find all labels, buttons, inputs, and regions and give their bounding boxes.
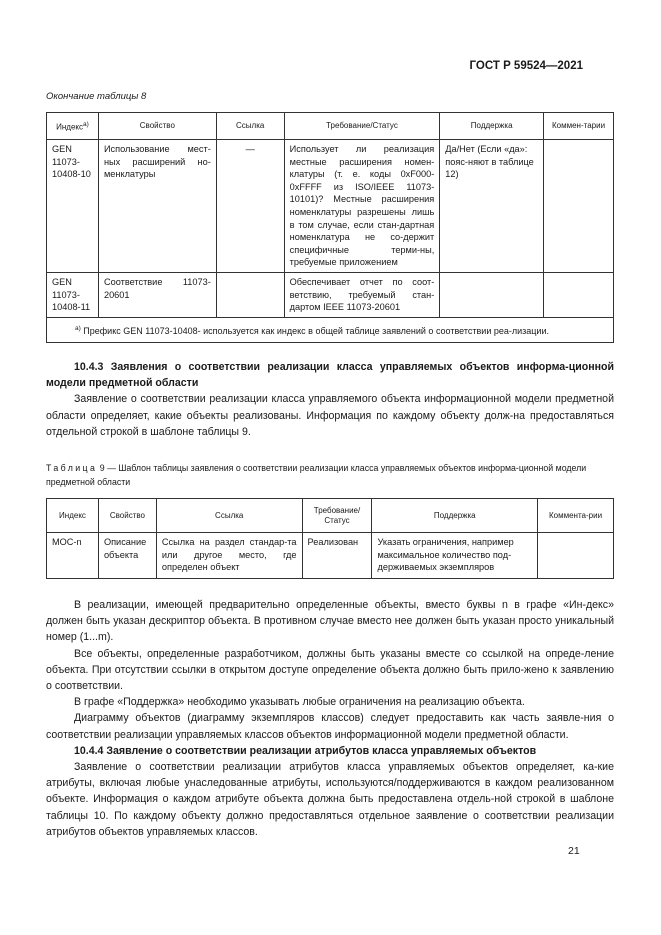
table-9 bbox=[46, 498, 614, 579]
paragraph: Заявление о соответствии реализации атрибутов класса управляемых объектов определяет, ка-кие атрибуты, включая любые унаследованные атрибуты, используются/поддерживаются в каждом реализованном объекте. Информация о каждом атрибуте объекта должна быть предоставлена отдель-ной строкой в шаблоне таблицы 10. По каждому объекту должно предоставляться отдельное заявление о соответствии реализации атрибутов объектов управляемых классов. bbox=[46, 761, 614, 838]
table-8 bbox=[46, 112, 614, 343]
table9-caption: Таблица 9 — Шаблон таблицы заявления о соответствии реализации класса управляемых объектов информа-ционной модели предметной области bbox=[46, 463, 587, 487]
col-header-support: Поддержка bbox=[372, 499, 538, 533]
paragraph: Все объекты, определенные разработчиком, должны быть указаны вместе со ссылкой на опреде-ление объекта. При отсутствии ссылки в открытом доступе определение объекта должно быть прило-жено к заявлению о соответствии. bbox=[46, 647, 614, 693]
col-header-support: Поддержка bbox=[440, 113, 544, 140]
col-header-comment: Коммен-тарии bbox=[544, 113, 614, 140]
col-header-index: Индекс$^{а)}$ bbox=[47, 113, 99, 140]
col-header-comment: Коммента-рии bbox=[538, 499, 614, 533]
section-heading: 10.4.3 Заявления о соответствии реализации класса управляемых объектов информа-ционной модели предметной области bbox=[46, 361, 614, 390]
paragraph: Заявление о соответствии реализации класса управляемого объекта информационной модели предметной области определяет, какие объекты реализованы. Информация по каждому объекту долж-на предоставляться отдельной строкой в шаблоне таблицы 9. bbox=[46, 393, 614, 438]
col-header-property: Свойство bbox=[98, 499, 156, 533]
col-header-req: Требование/Статус bbox=[284, 113, 440, 140]
section-heading: 10.4.4 Заявление о соответствии реализации атрибутов класса управляемых объектов bbox=[74, 744, 537, 757]
table8-footnote-row bbox=[47, 317, 614, 342]
table8-caption: Окончание таблицы 8 bbox=[46, 91, 147, 102]
col-header-property: Свойство bbox=[98, 113, 216, 140]
body-text bbox=[46, 597, 614, 840]
paragraph: Диаграмму объектов (диаграмму экземпляров классов) следует предоставить как часть заявле-ния о соответствии реализации управляемых классов объектов информационной модели предметной области. bbox=[46, 712, 614, 741]
page-number: 21 bbox=[568, 845, 580, 857]
col-header-ref: Ссылка bbox=[156, 499, 302, 533]
table-row: GEN 11073-10408-11 Соответствие 11073-20601 Обеспечивает отчет по соот-ветствию, требуемый стан-дартом IEEE 11073-20601 bbox=[47, 272, 614, 317]
section-10-4-3 bbox=[46, 359, 614, 440]
col-header-index: Индекс bbox=[47, 499, 99, 533]
table-row: MOC-n Описание объекта Ссылка на раздел стандар-та или другое место, где определен объект Реализован Указать ограничения, например максимальное количество под-держиваемых экземпляров bbox=[47, 533, 614, 579]
table-row: GEN 11073-10408-10 Использование мест-ных расширений но-менклатуры — Использует ли реализация местные расширения номен-клатуры (т. е. коды 0xF000-0xFFFF из ISO/IEEE 11073-10101)? Местные расширения номенклатуры разрешены лишь в том случае, если стан-дартная номенклатура не со-держит специфичные терми-ны, требуемые приложением Да/Нет (Если «да»: пояс-няют в таблице 12) bbox=[47, 140, 614, 273]
paragraph: В графе «Поддержка» необходимо указывать любые ограничения на реализацию объекта. bbox=[74, 696, 525, 709]
col-header-req: Требование/ Статус bbox=[302, 499, 372, 533]
col-header-ref: Ссылка bbox=[216, 113, 284, 140]
document-header: ГОСТ Р 59524—2021 bbox=[469, 60, 583, 72]
table8-footnote: $^{а)}$ Префикс GEN 11073-10408- используется как индекс в общей таблице заявлений о соответствии реа-лизации. bbox=[47, 317, 614, 342]
paragraph: В реализации, имеющей предварительно определенные объекты, вместо буквы n в графе «Ин-декс» должен быть указан дескриптор объекта. В противном случае вместо нее должен быть указан просто уникальный номер (1...m). bbox=[46, 599, 614, 644]
